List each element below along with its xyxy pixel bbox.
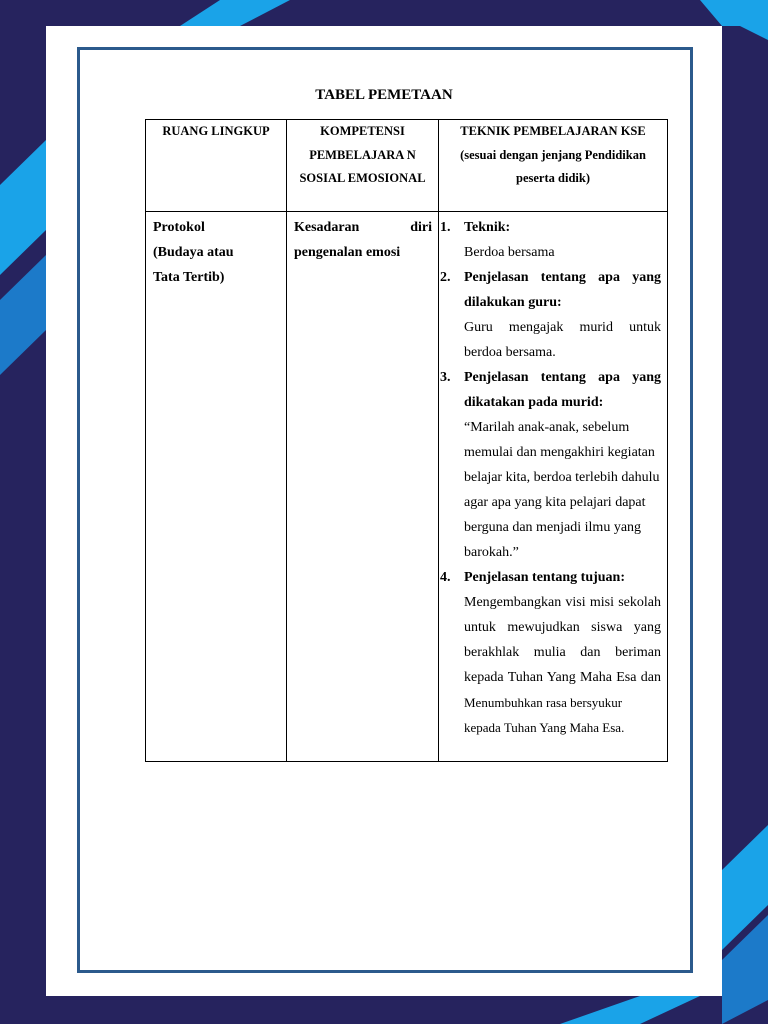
header-kompetensi — [287, 120, 439, 212]
cell-teknik — [439, 212, 668, 762]
mapping-table — [145, 119, 668, 762]
technique-steps-list — [440, 215, 661, 740]
step-heading: Penjelasan tentang apa yang dilakukan guru: — [464, 270, 661, 310]
stripe-left-lower — [0, 255, 46, 375]
stripe-top-left — [180, 0, 290, 26]
step-body: Guru mengajak murid untuk berdoa bersama. — [464, 320, 661, 360]
step-heading: Penjelasan tentang tujuan: — [464, 570, 626, 585]
step-heading: Penjelasan tentang apa yang dikatakan pada murid: — [464, 370, 661, 410]
header-teknik — [439, 120, 668, 212]
step-body: “Marilah anak-anak, sebelum memulai dan mengakhiri kegiatan belajar kita, berdoa terlebih dahulu agar apa yang kita pelajari dapat berguna dan menjadi ilmu yang barokah.” — [464, 420, 660, 560]
step-number: 1. — [440, 220, 451, 235]
table-row — [146, 212, 668, 762]
step-heading: Teknik: — [464, 220, 511, 235]
document-title: TABEL PEMETAAN — [315, 87, 453, 103]
step-body-tail: Menumbuhkan rasa bersyukur kepada Tuhan Yang Maha Esa. — [464, 695, 625, 735]
list-item — [440, 215, 661, 265]
header-teknik-subtitle: (sesuai dengan jenjang Pendidikan peserta didik) — [460, 147, 646, 185]
document-page — [46, 26, 722, 996]
list-item — [440, 265, 661, 365]
step-body: Mengembangkan visi misi sekolah untuk mewujudkan siswa yang berakhlak mulia dan beriman kepada Tuhan Yang Maha Esa dan — [464, 595, 661, 685]
cell-kompetensi: Kesadaran diri pengenalan emosi — [287, 212, 439, 762]
step-number: 4. — [440, 570, 451, 585]
list-item — [440, 365, 661, 565]
header-kompetensi-text: KOMPETENSI PEMBELAJARA N SOSIAL EMOSIONAL — [299, 124, 426, 185]
table-header-row — [146, 120, 668, 212]
step-number: 2. — [440, 270, 451, 285]
stripe-left-upper — [0, 140, 46, 275]
step-number: 3. — [440, 370, 451, 385]
header-ruang-lingkup: RUANG LINGKUP — [146, 120, 287, 212]
cell-ruang-lingkup: Protokol (Budaya atau Tata Tertib) — [146, 212, 287, 762]
list-item — [440, 565, 661, 740]
stripe-bottom-right — [560, 996, 700, 1024]
step-body: Berdoa bersama — [464, 245, 555, 260]
header-teknik-title: TEKNIK PEMBELAJARAN KSE — [460, 124, 646, 138]
